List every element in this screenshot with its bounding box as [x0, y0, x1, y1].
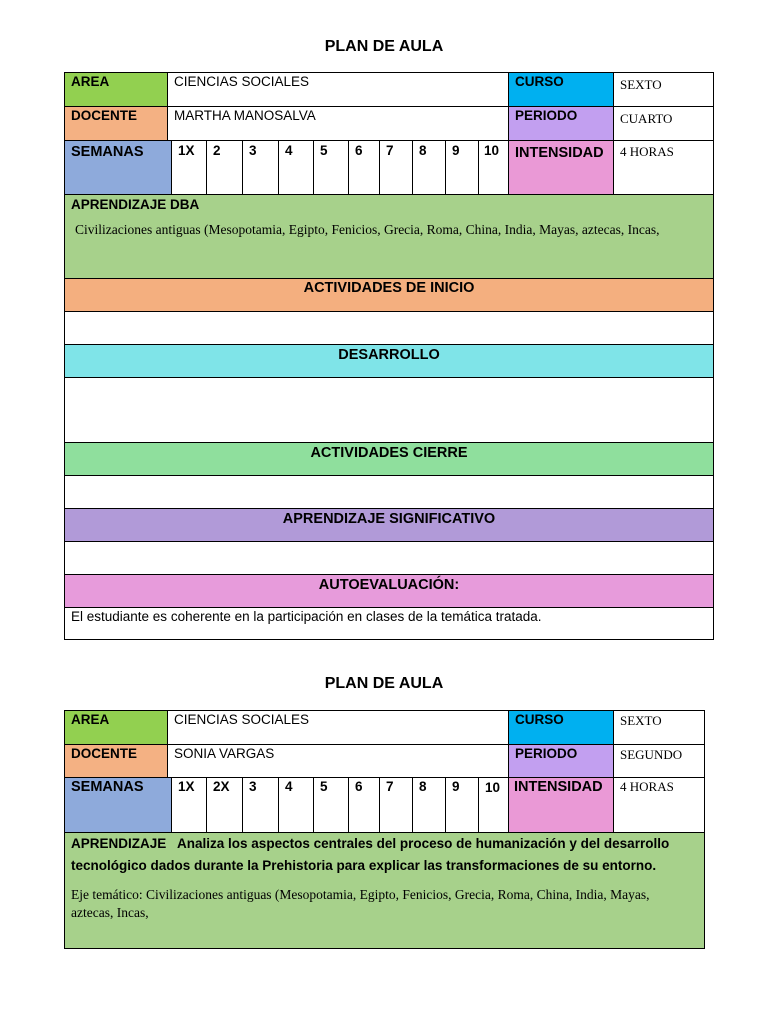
plan1-week-cell: 5: [313, 140, 349, 195]
plan1-periodo-value: CUARTO: [613, 106, 714, 141]
plan1-aprendizaje-label: APRENDIZAJE DBA: [71, 197, 200, 212]
plan1-aprendizaje-text: Civilizaciones antiguas (Mesopotamia, Egipto, Fenicios, Grecia, Roma, China, India, Mayas, aztecas, Incas,: [75, 222, 660, 237]
plan2-intensidad-value: 4 HORAS: [613, 777, 705, 833]
plan2-aprendizaje-text: Analiza los aspectos centrales del proceso de humanización y del desarrollo tecnológico dados durante la Prehistoria para explicar las transformaciones de su entorno.: [71, 836, 670, 873]
plan2-week-cell: 6: [348, 777, 380, 833]
plan1-week-cell: 8: [412, 140, 446, 195]
plan1-significativo-header: APRENDIZAJE SIGNIFICATIVO: [64, 508, 714, 542]
plan2-title: PLAN DE AULA: [324, 675, 444, 692]
plan2-week-cell: 3: [242, 777, 279, 833]
plan1-semanas-label: SEMANAS: [64, 140, 172, 195]
plan2-week-cell: 9: [445, 777, 479, 833]
plan1-week-cell: 6: [348, 140, 380, 195]
plan1-week-cell: 10: [478, 140, 509, 195]
plan1-desarrollo-header: DESARROLLO: [64, 344, 714, 378]
plan1-area-value: CIENCIAS SOCIALES: [167, 72, 509, 107]
plan2-week-cell: 7: [379, 777, 413, 833]
plan2-docente-value: SONIA VARGAS: [167, 744, 509, 778]
plan2-week-cell: 2X: [206, 777, 243, 833]
plan1-week-cell: 3: [242, 140, 279, 195]
plan2-docente-label: DOCENTE: [64, 744, 168, 778]
plan1-curso-value: SEXTO: [613, 72, 714, 107]
plan2-week-cell: 4: [278, 777, 314, 833]
plan2-curso-value: SEXTO: [613, 710, 705, 745]
plan2-aprendizaje-block: [64, 832, 705, 949]
plan1-week-cell: 9: [445, 140, 479, 195]
plan1-significativo-content[interactable]: [64, 541, 714, 575]
plan2-week-cell: 8: [412, 777, 446, 833]
plan2-week-cell: 10: [478, 777, 509, 833]
plan2-semanas-label: SEMANAS: [64, 777, 172, 833]
plan2-periodo-label: PERIODO: [508, 744, 614, 778]
plan1-intensidad-label: INTENSIDAD: [508, 140, 614, 195]
plan1-desarrollo-content[interactable]: [64, 377, 714, 443]
plan1-week-cell: 2: [206, 140, 243, 195]
plan1-autoevaluacion-text: El estudiante es coherente en la participación en clases de la temática tratada.: [64, 607, 714, 640]
plan2-aprendizaje-label: APRENDIZAJE: [71, 836, 167, 851]
plan1-week-cell: 4: [278, 140, 314, 195]
plan2-area-label: AREA: [64, 710, 168, 745]
plan2-curso-label: CURSO: [508, 710, 614, 745]
plan2-week-cell: 5: [313, 777, 349, 833]
plan2-week-cell: 1X: [171, 777, 207, 833]
plan2-intensidad-label: INTENSIDAD: [508, 777, 614, 833]
plan1-week-cell: 7: [379, 140, 413, 195]
plan2-periodo-value: SEGUNDO: [613, 744, 705, 778]
plan1-docente-label: DOCENTE: [64, 106, 168, 141]
plan1-periodo-label: PERIODO: [508, 106, 614, 141]
plan1-title: PLAN DE AULA: [324, 38, 444, 55]
plan1-curso-label: CURSO: [508, 72, 614, 107]
plan1-inicio-header: ACTIVIDADES DE INICIO: [64, 278, 714, 312]
plan1-intensidad-value: 4 HORAS: [613, 140, 714, 195]
plan2-area-value: CIENCIAS SOCIALES: [167, 710, 509, 745]
plan1-inicio-content[interactable]: [64, 311, 714, 345]
plan1-cierre-header: ACTIVIDADES CIERRE: [64, 442, 714, 476]
plan2-eje-text: Eje temático: Civilizaciones antiguas (Mesopotamia, Egipto, Fenicios, Grecia, Roma, China, India, Mayas, aztecas, Incas,: [71, 887, 650, 920]
plan1-cierre-content[interactable]: [64, 475, 714, 509]
plan1-autoevaluacion-header: AUTOEVALUACIÓN:: [64, 574, 714, 608]
plan1-docente-value: MARTHA MANOSALVA: [167, 106, 509, 141]
plan1-week-cell: 1X: [171, 140, 207, 195]
plan1-area-label: AREA: [64, 72, 168, 107]
plan1-aprendizaje-block: [64, 194, 714, 279]
